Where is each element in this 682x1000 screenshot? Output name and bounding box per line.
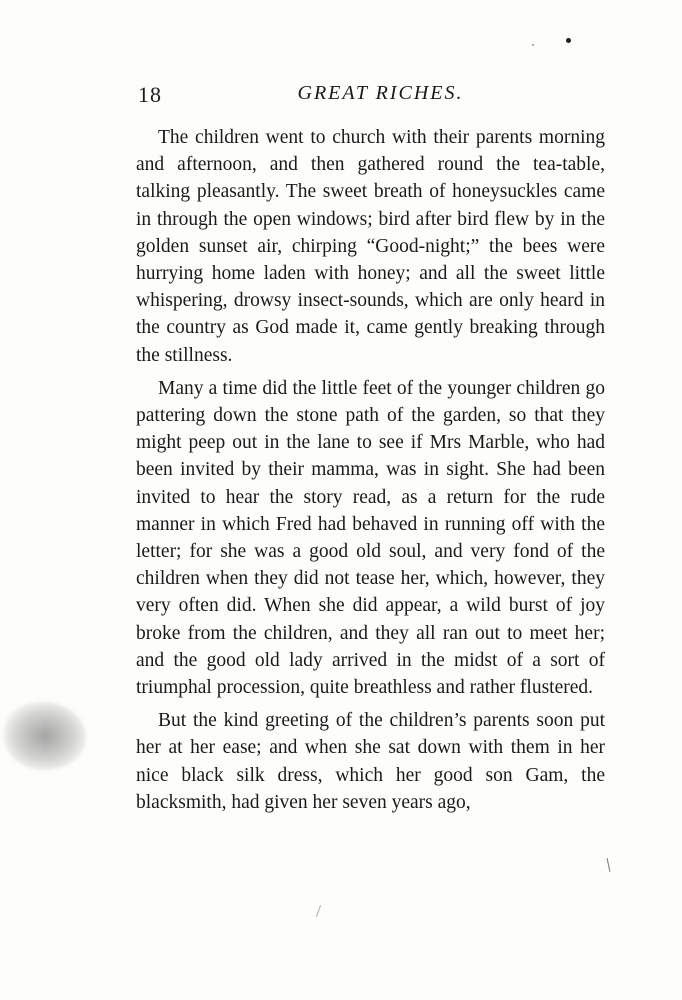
body-text [136, 124, 605, 822]
ink-speck [566, 38, 571, 43]
paragraph: Many a time did the little feet of the younger children go pattering down the stone path of the garden, so that they might peep out in the lane to see if Mrs Marble, who had been invited by their mamma, was in sight. She had been invited to hear the story read, as a return for the rude manner in which Fred had behaved in running off with the letter; for she was a good old soul, and very fond of the children when they did not tease her, which, however, they very often did. When she did appear, a wild burst of joy broke from the children, and they all ran out to meet her; and the good old lady arrived in the midst of a sort of triumphal procession, quite breathless and rather flustered. [136, 377, 605, 699]
paragraph: The children went to church with their parents morning and afternoon, and then gathered round the tea-table, talking pleasantly. The sweet breath of honeysuckles came in through the open windows; bird after bird flew by in the golden sunset air, chirping “Good-night;” the bees were hurrying home laden with honey; and all the sweet little whispering, drowsy insect-sounds, which are only heard in the country as God made it, came gently breaking through the stillness. [136, 127, 605, 366]
running-title: GREAT RICHES. [297, 82, 464, 104]
paper-mark [607, 858, 611, 872]
paragraph: But the kind greeting of the children’s parents soon put her at her ease; and when she sat down with them in her nice black silk dress, which her good son Gam, the blacksmith, had given her seven years ago, [136, 710, 605, 813]
ink-speck [532, 44, 534, 46]
paper-mark [316, 905, 321, 917]
ink-smudge [4, 702, 86, 770]
page-number: 18 [138, 82, 162, 107]
page-header [138, 82, 603, 112]
